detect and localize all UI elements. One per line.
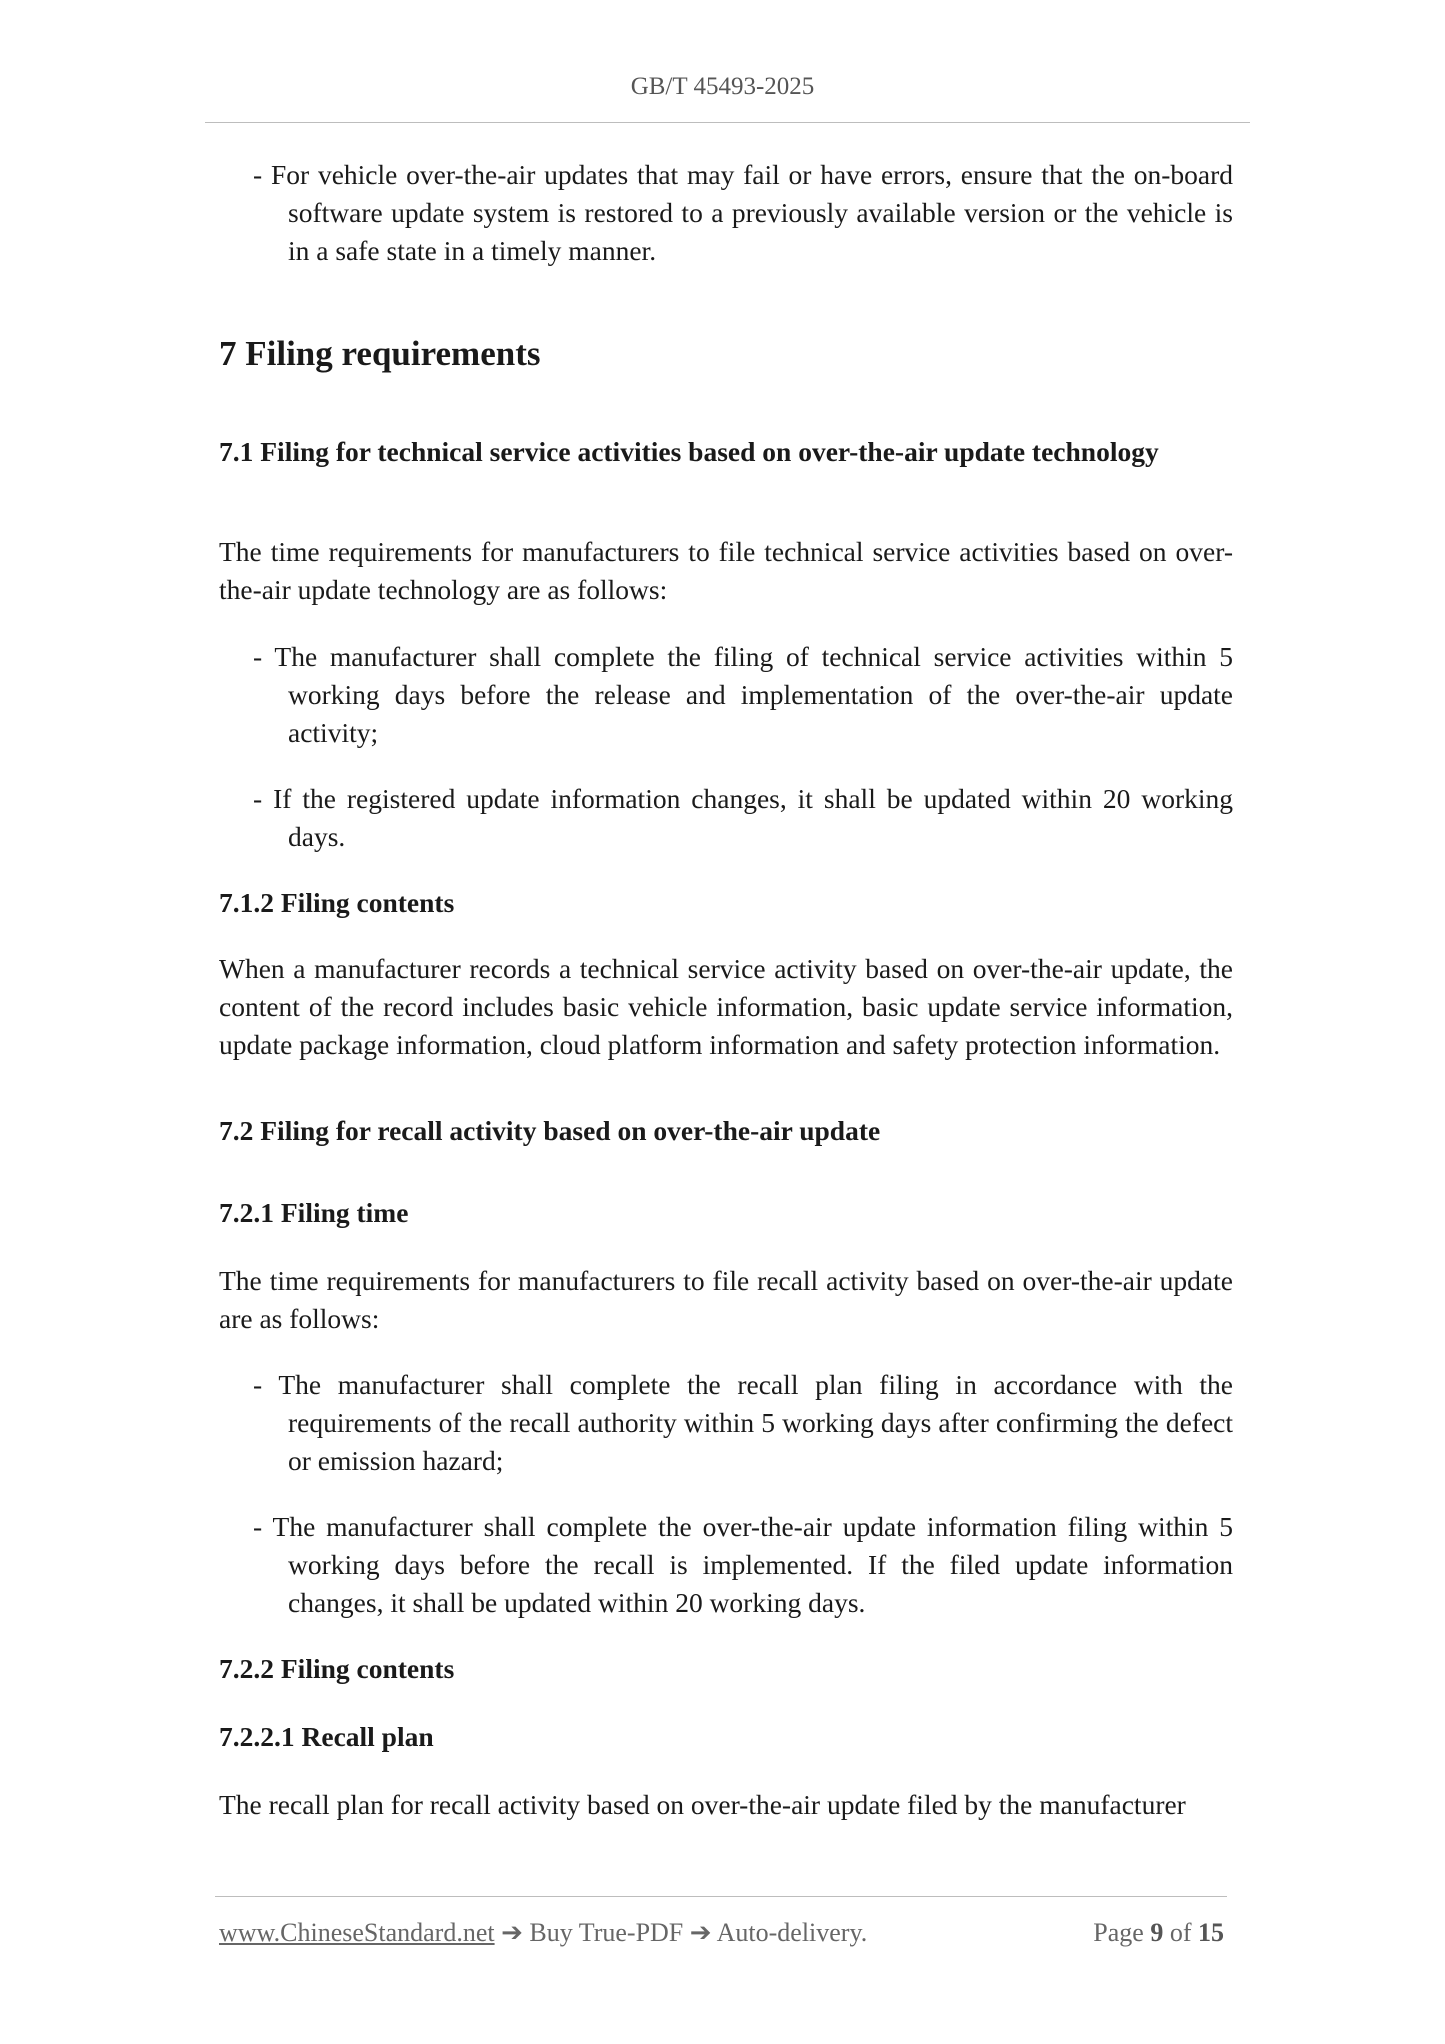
section-7-1-2-heading: 7.1.2 Filing contents	[219, 887, 455, 918]
bullet-7-1-update-change: - If the registered update information changes, it shall be updated within 20 working days.	[253, 783, 1233, 852]
current-page-number: 9	[1150, 1918, 1164, 1947]
section-7-1-2-paragraph: When a manufacturer records a technical service activity based on over-the-air update, the content of the record includes basic vehicle information, basic update service information, update package information, cloud platform information and safety protection information.	[219, 953, 1233, 1060]
section-7-2-heading: 7.2 Filing for recall activity based on over-the-air update	[219, 1115, 881, 1146]
total-page-number: 15	[1198, 1918, 1224, 1947]
of-word: of	[1169, 1918, 1192, 1947]
section-7-heading: 7 Filing requirements	[219, 334, 541, 373]
section-7-2-2-heading: 7.2.2 Filing contents	[219, 1653, 455, 1684]
footer-divider	[215, 1896, 1227, 1897]
footer-promo	[219, 1918, 867, 1948]
page-word: Page	[1093, 1918, 1144, 1947]
header-divider	[205, 122, 1250, 123]
section-7-2-1-paragraph: The time requirements for manufacturers to file recall activity based on over-the-air update are as follows:	[219, 1265, 1233, 1334]
footer-site-link[interactable]: www.ChineseStandard.net	[219, 1918, 495, 1947]
section-7-2-2-1-heading: 7.2.2.1 Recall plan	[219, 1721, 434, 1752]
bullet-7-1-filing-time: - The manufacturer shall complete the filing of technical service activities within 5 working days before the release and implementation of the over-the-air update activity;	[253, 641, 1233, 748]
section-7-2-2-1-paragraph: The recall plan for recall activity based on over-the-air update filed by the manufacturer	[219, 1789, 1186, 1820]
section-7-1-paragraph: The time requirements for manufacturers to file technical service activities based on over-the-air update technology are as follows:	[219, 536, 1233, 605]
footer-promo-text: ➔ Buy True-PDF ➔ Auto-delivery.	[494, 1918, 868, 1947]
bullet-7-2-ota-filing: - The manufacturer shall complete the over-the-air update information filing within 5 working days before the recall is implemented. If the filed update information changes, it shall be updated within 20 working days.	[253, 1511, 1233, 1618]
section-7-1-heading: 7.1 Filing for technical service activities based on over-the-air update technology	[219, 436, 1159, 467]
document-body	[219, 156, 1233, 1824]
bullet-rollback: - For vehicle over-the-air updates that may fail or have errors, ensure that the on-board software update system is restored to a previously available version or the vehicle is in a safe state in a timely manner.	[253, 159, 1233, 266]
document-header-title: GB/T 45493-2025	[630, 73, 815, 100]
page-indicator	[1093, 1918, 1224, 1948]
section-7-2-1-heading: 7.2.1 Filing time	[219, 1197, 409, 1228]
bullet-7-2-recall-plan: - The manufacturer shall complete the recall plan filing in accordance with the requirements of the recall authority within 5 working days after confirming the defect or emission hazard;	[253, 1369, 1233, 1476]
